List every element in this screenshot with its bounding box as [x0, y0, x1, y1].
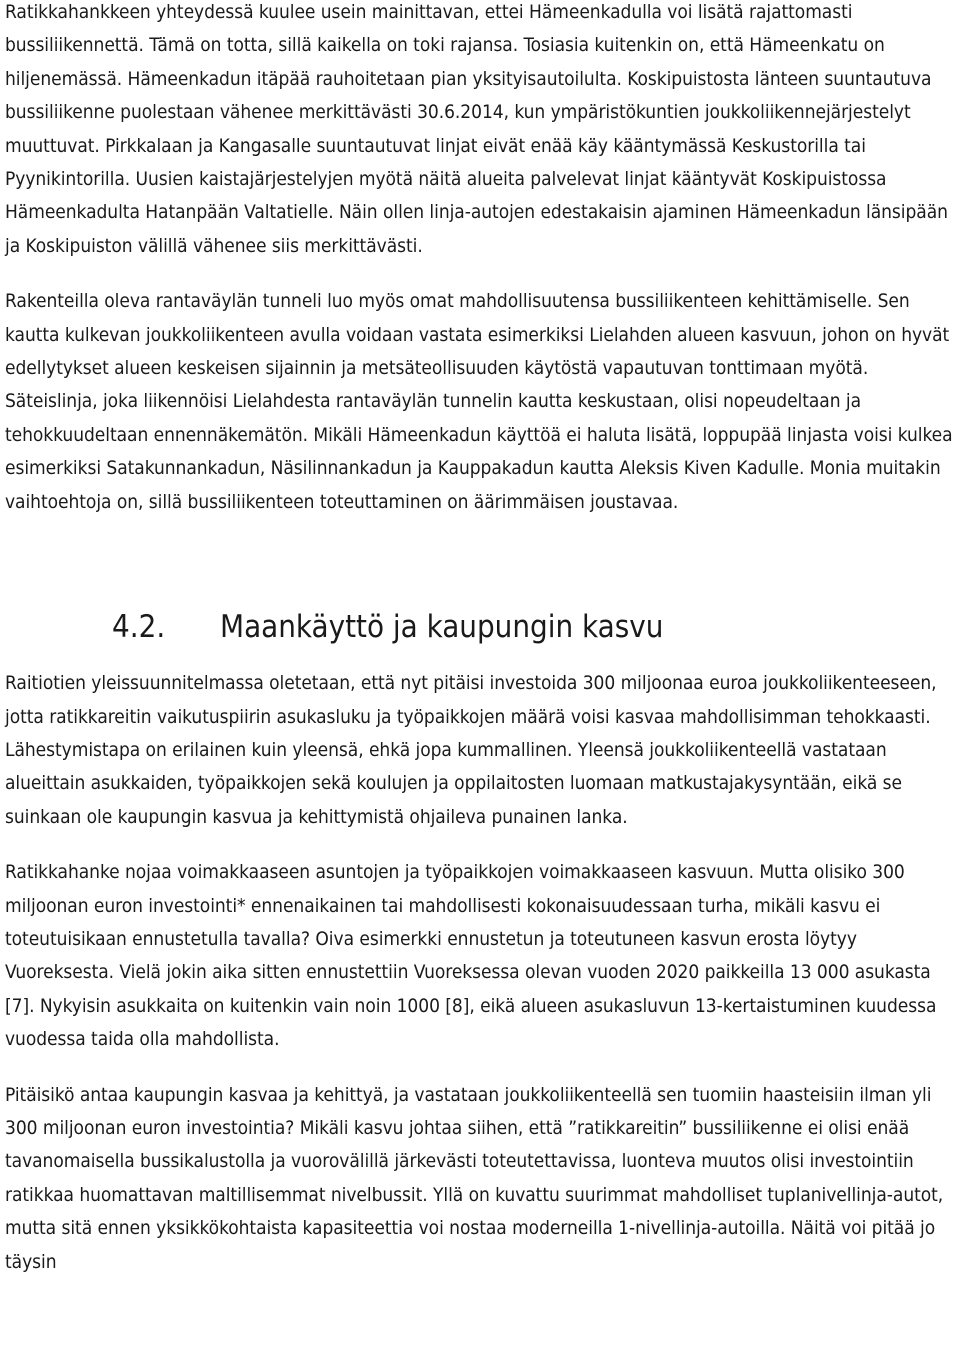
paragraph-gap: [5, 834, 955, 856]
document-page: [5, 0, 955, 1279]
section-number: 4.2.: [112, 609, 166, 646]
section-title: Maankäyttö ja kaupungin kasvu: [220, 609, 664, 646]
paragraph-bus-traffic: Ratikkahankkeen yhteydessä kuulee usein mainittavan, ettei Hämeenkadulla voi lisätä rajattomasti bussiliikennettä. Tämä on totta, sillä kaikella on toki rajansa. Tosiasia kuitenkin on, että Hämeenkatu on hiljenemässä. Hämeenkadun itäpää rauhoitetaan pian yksityisautoilulta. Koskipuistosta länteen suuntautuva bussiliikenne puolestaan vähenee merkittävästi 30.6.2014, kun ympäristökuntien joukkoliikennejärjestelyt muuttuvat. Pirkkalaan ja Kangasalle suuntautuvat linjat eivät enää käy kääntymässä Keskustorilla tai Pyynikintorilla. Uusien kaistajärjestelyjen myötä näitä alueita palvelevat linjat kääntyvät Koskipuistossa Hämeenkadulta Hatanpään Valtatielle. Näin ollen linja-autojen edestakaisin ajaminen Hämeenkadun länsipään ja Koskipuiston välillä vähenee siis merkittävästi.: [5, 1, 948, 257]
paragraph-gap: [5, 263, 955, 285]
heading-gap: [5, 519, 955, 605]
paragraph-tunnel: Rakenteilla oleva rantaväylän tunneli luo myös omat mahdollisuutensa bussiliikenteen kehittämiselle. Sen kautta kulkevan joukkoliikenteen avulla voidaan vastata esimerkiksi Lielahden alueen kasvuun, johon on hyvät edellytykset alueen keskeisen sijainnin ja metsäteollisuuden käytöstä vapautuvan tonttimaan myötä. Säteislinja, joka liikennöisi Lielahdesta rantaväylän tunnelin kautta keskustaan, olisi nopeudeltaan ja tehokkuudeltaan ennennäkemätön. Mikäli Hämeenkadun käyttöä ei haluta lisätä, loppupää linjasta voisi kulkea esimerkiksi Satakunnankadun, Näsilinnankadun ja Kauppakadun kautta Aleksis Kiven Kadulle. Monia muitakin vaihtoehtoja on, sillä bussiliikenteen toteuttaminen on äärimmäisen joustavaa.: [5, 290, 953, 513]
heading-gap: [5, 649, 955, 667]
paragraph-growth: Ratikkahanke nojaa voimakkaaseen asuntojen ja työpaikkojen voimakkaaseen kasvuun. Mutta olisiko 300 miljoonan euron investointi* ennenaikainen tai mahdollisesti kokonaisuudessaan turha, mikäli kasvu ei toteutuisikaan ennustetulla tavalla? Oiva esimerkki ennustetun ja toteutuneen kasvun erosta löytyy Vuoreksesta. Vielä jokin aika sitten ennustettiin Vuoreksessa olevan vuoden 2020 paikkeilla 13 000 asukasta [7]. Nykyisin asukkaita on kuitenkin vain noin 1000 [8], eikä alueen asukasluvun 13-kertaistuminen kuudessa vuodessa taida olla mahdollista.: [5, 861, 937, 1051]
paragraph-gap: [5, 1057, 955, 1079]
paragraph-investment: Pitäisikö antaa kaupungin kasvaa ja kehittyä, ja vastataan joukkoliikenteellä sen tuomiin haasteisiin ilman yli 300 miljoonan euron investointia? Mikäli kasvu johtaa siihen, että ”ratikkareitin” bussiliikenne ei olisi enää tavanomaisella bussikalustolla ja vuorovälillä järkevästi toteutettavissa, luonteva muutos olisi investointiin ratikkaa huomattavan maltillisemmat nivelbussit. Yllä on kuvattu suurimmat mahdolliset tuplanivellinja-autot, mutta sitä ennen yksikkökohtaista kapasiteettia voi nostaa moderneilla 1-nivellinja-autoilla. Näitä voi pitää jo täysin: [5, 1083, 944, 1273]
section-heading: [5, 605, 955, 649]
paragraph-land-use: Raitiotien yleissuunnitelmassa oletetaan, että nyt pitäisi investoida 300 miljoonaa euroa joukkoliikenteeseen, jotta ratikkareitin vaikutuspiirin asukasluku ja työpaikkojen määrä voisi kasvaa mahdollisimman tehokkaasti. Lähestymistapa on erilainen kuin yleensä, ehkä jopa kummallinen. Yleensä joukkoliikenteellä vastataan alueittain asukkaiden, työpaikkojen sekä koulujen ja oppilaitosten luomaan matkustajakysyntään, eikä se suinkaan ole kaupungin kasvua ja kehittymistä ohjaileva punainen lanka.: [5, 672, 937, 828]
